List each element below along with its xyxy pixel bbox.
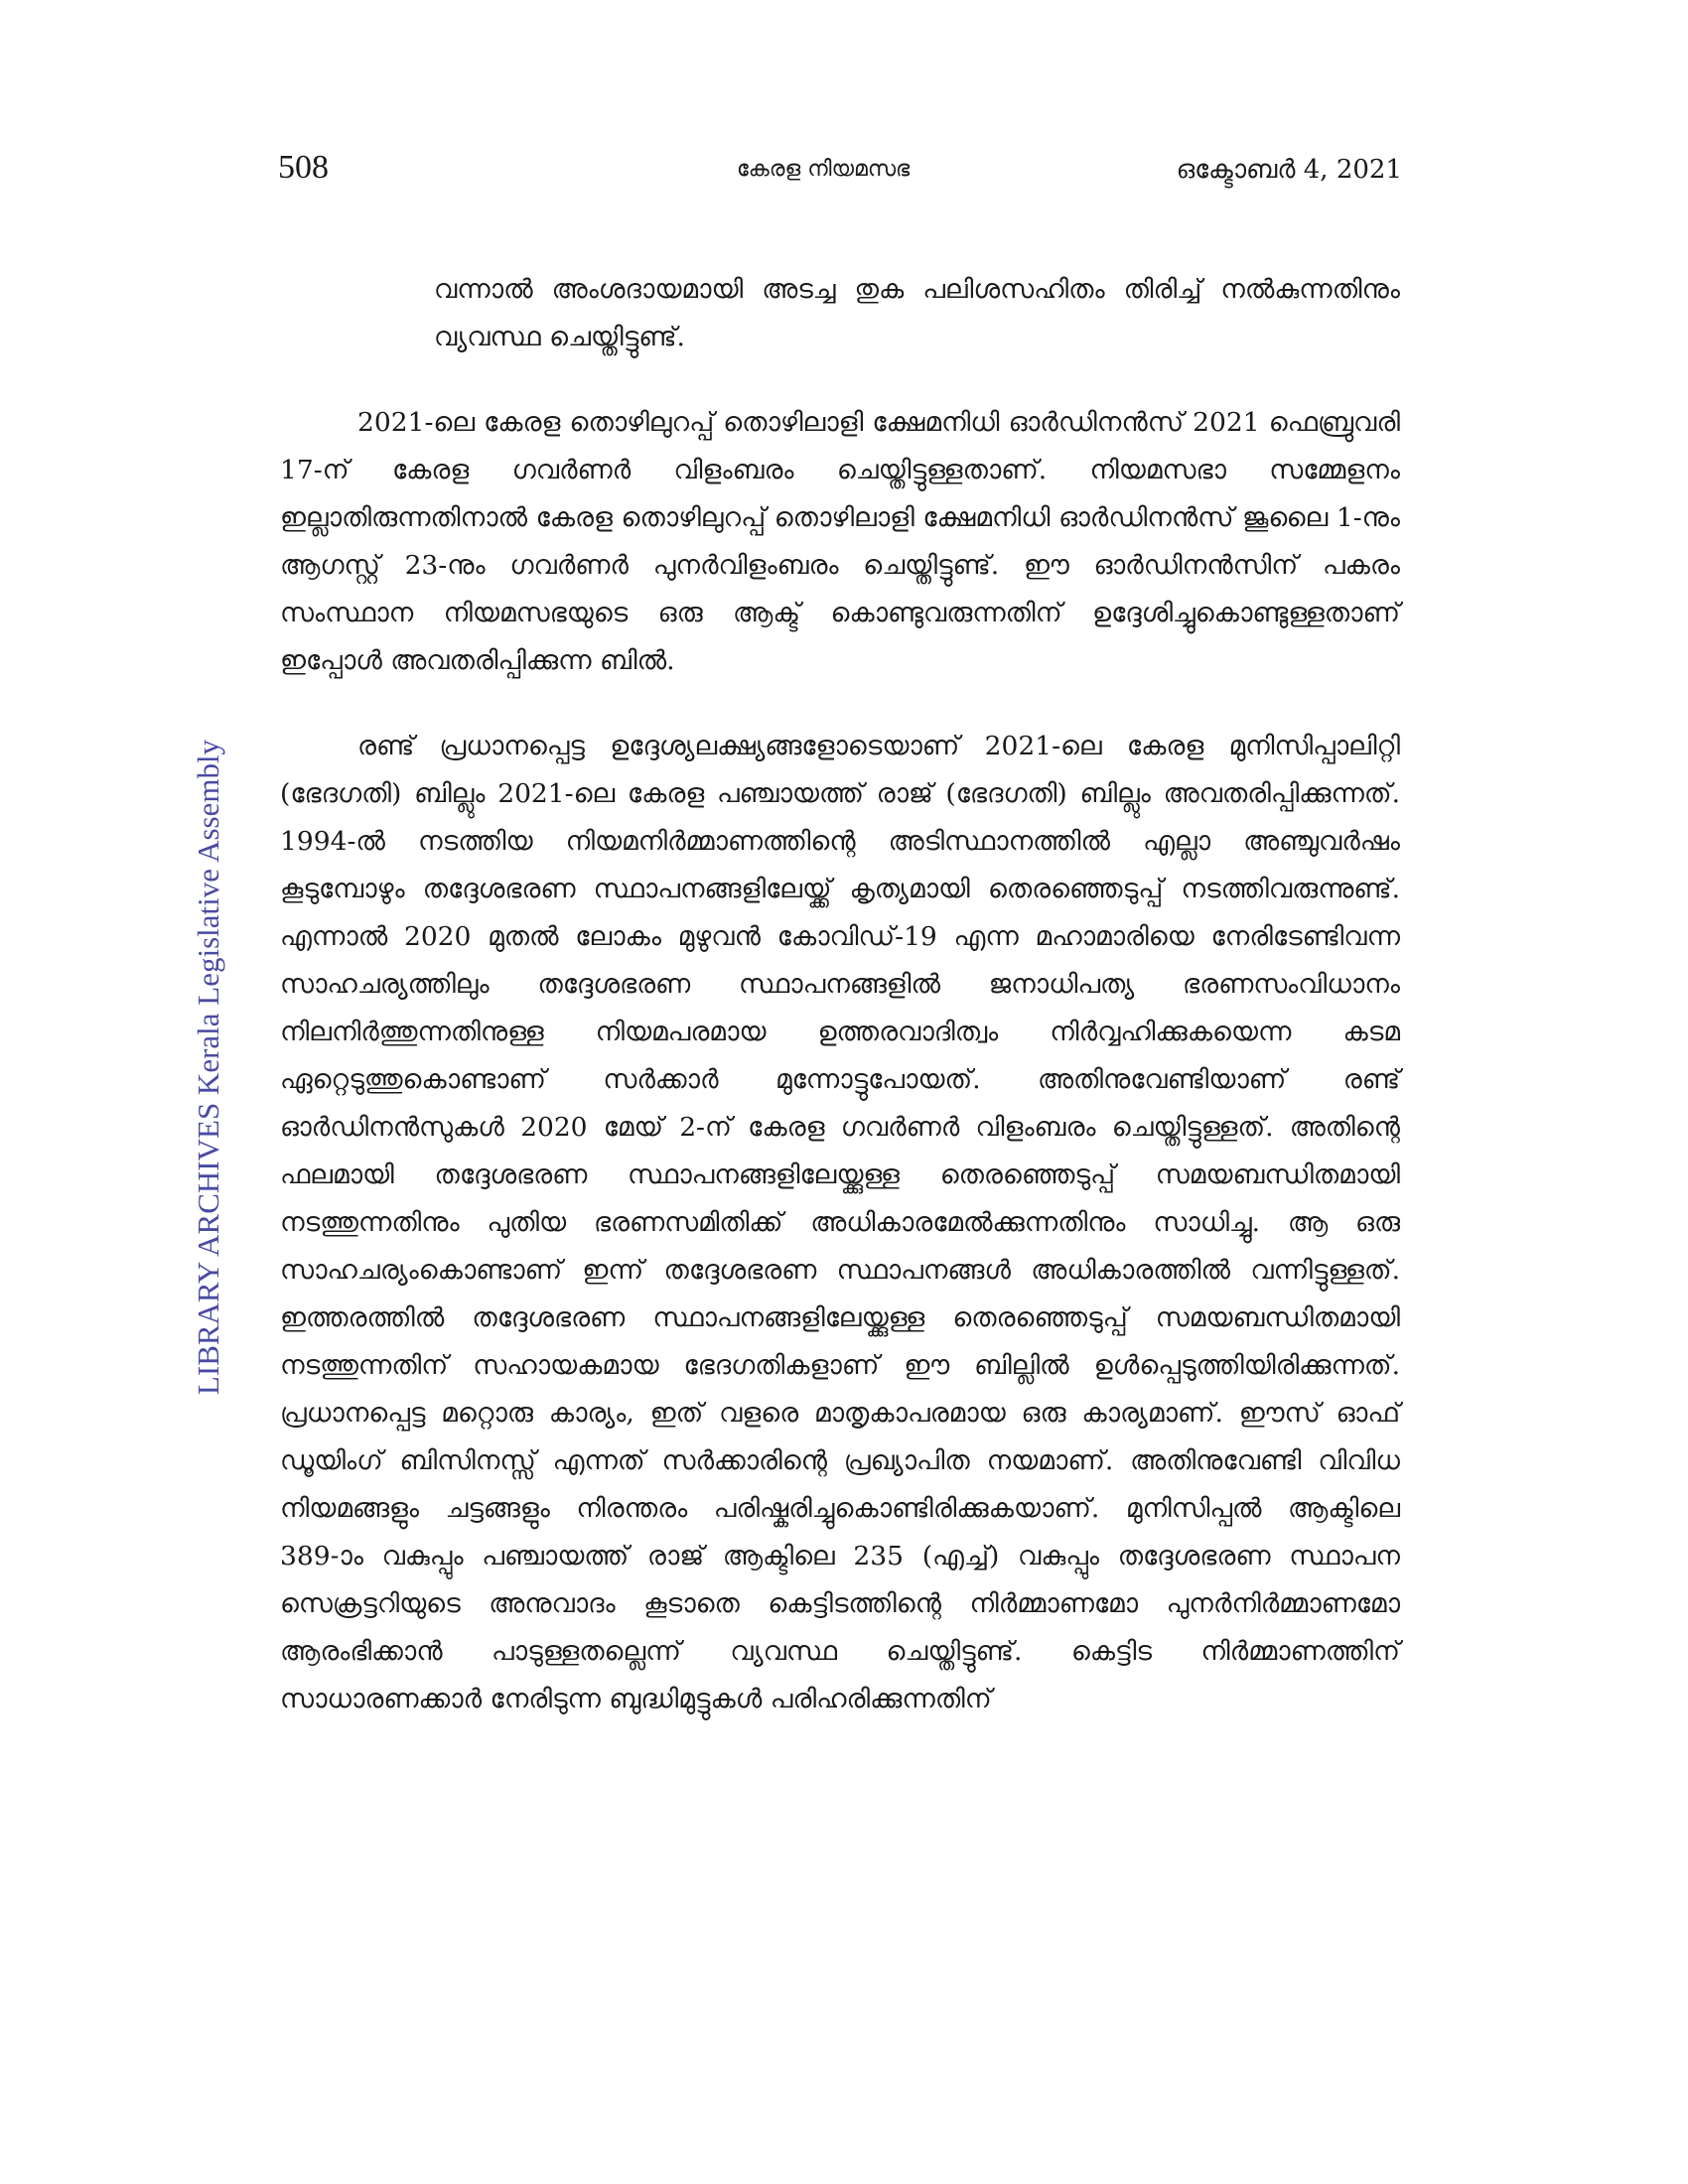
paragraph-1: വന്നാൽ അംശദായമായി അടച്ച തുക പലിശസഹിതം തിരിച്ച് നൽകുന്നതിനും വ്യവസ്ഥ ചെയ്തിട്ടുണ്ട്.	[434, 274, 1400, 352]
underlined-text: ത്തു	[320, 1207, 358, 1238]
header-date: ഒക്ടോബർ 4, 2021	[1176, 155, 1402, 185]
archive-watermark-label: LIBRARY ARCHIVES Kerala Legislative Assembly	[191, 739, 225, 1396]
underlined-text: ത്തു	[320, 1350, 358, 1381]
text-run: ന്നതിനുള്ള നിയമപരമായ ഉത്തരവാദിത്വം നിർവ്വഹിക്കുകയെന്ന കടമ ഏറ്റെടു	[280, 1017, 1400, 1095]
text-run: കൊണ്ടാണ് സർക്കാർ മുന്നോട്ടുപോയത്. അതിനുവേണ്ടിയാണ് രണ്ട് ഓർഡിനൻസുകൾ 2020 മേയ് 2-ന് കേരള ഗവർണർ വിളംബരം ചെയ്തിട്ടുള്ളത്. അതിന്റെ ഫലമായി തദ്ദേശഭരണ സ്ഥാപനങ്ങളിലേയ്ക്കുള്ള തെരഞ്ഞെടുപ്പ് സമയബന്ധിതമായി നട	[280, 1064, 1400, 1238]
paragraph-2: 2021-ലെ കേരള തൊഴിലുറപ്പ് തൊഴിലാളി ക്ഷേമനിധി ഓർഡിനൻസ് 2021 ഫെബ്രുവരി 17-ന് കേരള ഗവർണർ വിളംബരം ചെയ്തിട്ടുള്ളതാണ്. നിയമസഭാ സമ്മേളനം ഇല്ലാതിരുന്നതിനാൽ കേരള തൊഴിലുറപ്പ് തൊഴിലാളി ക്ഷേമനിധി ഓർഡിനൻസ് ജൂലൈ 1-നും ആഗസ്റ്റ് 23-നും ഗവർണർ പുനർവിളംബരം ചെയ്തിട്ടുണ്ട്. ഈ ഓർഡിനൻസിന് പകരം സംസ്ഥാന നിയമസഭയുടെ ഒരു ആക്ട് കൊണ്ടുവരുന്നതിന് ഉദ്ദേശിച്ചുകൊണ്ടുള്ളതാണ് ഇപ്പോൾ അവതരിപ്പിക്കുന്ന ബിൽ.	[280, 407, 1400, 676]
running-title: കേരള നിയമസഭ	[737, 157, 911, 182]
document-body	[280, 266, 1400, 1761]
paragraph-3	[280, 723, 1400, 1723]
text-run: ന്നതിനും പുതിയ ഭരണസമിതിക്ക് അധികാരമേൽക്കുന്നതിനും സാധിച്ചു. ആ ഒരു സാഹചര്യംകൊണ്ടാണ് ഇന്ന് തദ്ദേശഭരണ സ്ഥാപനങ്ങൾ അധികാരത്തിൽ വന്നിട്ടുള്ളത്. ഇത്തരത്തിൽ തദ്ദേശഭരണ സ്ഥാപനങ്ങളിലേയ്ക്കുള്ള തെരഞ്ഞെടുപ്പ് സമയബന്ധിതമായി നട	[280, 1207, 1400, 1381]
text-run: രണ്ട് പ്രധാനപ്പെട്ട ഉദ്ദേശ്യലക്ഷ്യങ്ങളോടെയാണ് 2021-ലെ കേരള മുനിസിപ്പാലിറ്റി (ഭേദഗതി) ബില്ലും 2021-ലെ കേരള പഞ്ചായത്ത് രാജ് (ഭേദഗതി) ബില്ലും അവതരിപ്പിക്കുന്നത്. 1994-ൽ നടത്തിയ നിയമനിർമ്മാണത്തിന്റെ അടിസ്ഥാനത്തിൽ എല്ലാ അഞ്ചുവർഷം കൂടുമ്പോഴും തദ്ദേശഭരണ സ്ഥാപനങ്ങളിലേയ്ക്ക് കൃത്യമായി തെരഞ്ഞെടുപ്പ് നടത്തിവരുന്നുണ്ട്. എന്നാൽ 2020 മുതൽ ലോകം മുഴുവൻ കോവിഡ്-19 എന്ന മഹാമാരിയെ നേരിടേണ്ടിവന്ന സാഹചര്യത്തിലും തദ്ദേശഭരണ സ്ഥാപനങ്ങളിൽ ജനാധിപത്യ ഭരണസംവിധാനം നിലനിർ	[280, 731, 1400, 1047]
page-header	[270, 149, 1402, 199]
text-run: ന്നതിന് സഹായകമായ ഭേദഗതികളാണ് ഈ ബില്ലിൽ ഉൾപ്പെടുത്തിയിരിക്കുന്നത്. പ്രധാനപ്പെട്ട മറ്റൊരു കാര്യം, ഇത് വളരെ മാതൃകാപരമായ ഒരു കാര്യമാണ്. ഈസ് ഓഫ് ഡൂയിംഗ് ബിസിനസ്സ് എന്നത് സർക്കാരിന്റെ പ്രഖ്യാപിത നയമാണ്. അതിനുവേണ്ടി വിവിധ നിയമങ്ങളും ചട്ടങ്ങളും നിരന്തരം പരിഷ്കരിച്ചുകൊണ്ടിരിക്കുകയാണ്. മുനിസിപ്പൽ ആക്ടിലെ 389-ാം വകുപ്പും പഞ്ചായത്ത് രാജ് ആക്ടിലെ 235 (എച്ച്) വകുപ്പും തദ്ദേശഭരണ സ്ഥാപന സെക്രട്ടറിയുടെ അനുവാദം കൂടാതെ കെട്ടിടത്തിന്റെ നിർമ്മാണമോ പുനർനിർമ്മാണമോ ആരംഭിക്കാൻ പാടുള്ളതല്ലെന്ന് വ്യവസ്ഥ ചെയ്തിട്ടുണ്ട്. കെട്ടിട നിർമ്മാണത്തിന് സാധാരണക്കാർ നേരിടുന്ന ബുദ്ധിമുട്ടുകൾ പരിഹരിക്കുന്നതിന്	[280, 1350, 1400, 1714]
underlined-text: ത്തു	[378, 1017, 418, 1047]
underlined-text: ത്തു	[363, 1064, 403, 1095]
page-number: 508	[278, 149, 329, 186]
